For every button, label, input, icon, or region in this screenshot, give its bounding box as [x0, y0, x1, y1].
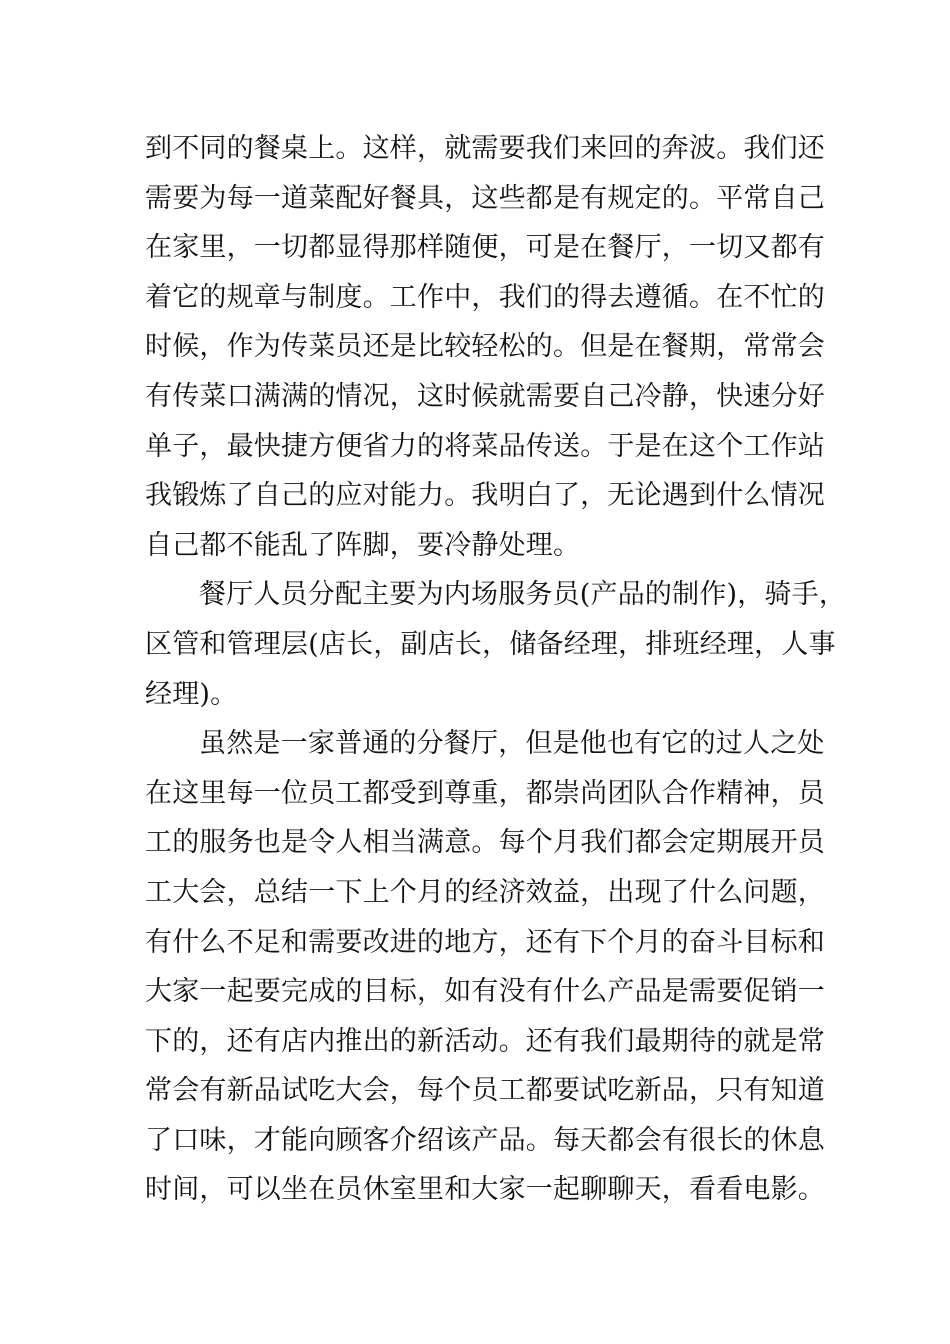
text-line: 自己都不能乱了阵脚，要冷静处理。: [145, 529, 581, 561]
paragraph-first-line: 餐厅人员分配主要为内场服务员(产品的制作)，骑手，: [199, 579, 847, 611]
text-line: 常会有新品试吃大会，每个员工都要试吃新品，只有知道: [145, 1075, 825, 1107]
text-line: 我锻炼了自己的应对能力。我明白了，无论遇到什么情况: [145, 480, 825, 512]
text-line: 单子，最快捷方便省力的将菜品传送。于是在这个工作站: [145, 430, 825, 462]
text-line: 下的，还有店内推出的新活动。还有我们最期待的就是常: [145, 1025, 825, 1057]
text-line: 时间，可以坐在员休室里和大家一起聊聊天，看看电影。: [145, 1174, 825, 1206]
text-line: 有传菜口满满的情况，这时候就需要自己冷静，快速分好: [145, 380, 825, 412]
text-line: 工大会，总结一下上个月的经济效益，出现了什么问题，: [145, 876, 825, 908]
text-line: 在这里每一位员工都受到尊重，都崇尚团队合作精神，员: [145, 777, 825, 809]
text-line: 了口味，才能向顾客介绍该产品。每天都会有很长的休息: [145, 1124, 825, 1156]
text-line: 有什么不足和需要改进的地方，还有下个月的奋斗目标和: [145, 926, 825, 958]
paragraph-first-line: 虽然是一家普通的分餐厅，但是他也有它的过人之处: [199, 728, 825, 760]
text-line: 大家一起要完成的目标，如有没有什么产品是需要促销一: [145, 976, 825, 1008]
text-line: 到不同的餐桌上。这样，就需要我们来回的奔波。我们还: [145, 133, 825, 164]
text-line: 着它的规章与制度。工作中，我们的得去遵循。在不忙的: [145, 281, 825, 313]
text-line: 经理)。: [145, 678, 238, 710]
text-line: 在家里，一切都显得那样随便，可是在餐厅，一切又都有: [145, 232, 825, 264]
text-line: 需要为每一道菜配好餐具，这些都是有规定的。平常自己: [145, 182, 825, 214]
body-text: [145, 124, 847, 1215]
text-line: 工的服务也是令人相当满意。每个月我们都会定期展开员: [145, 827, 825, 859]
text-line: 时候，作为传菜员还是比较轻松的。但是在餐期，常常会: [145, 331, 825, 363]
text-line: 区管和管理层(店长，副店长，储备经理，排班经理，人事: [145, 628, 836, 660]
